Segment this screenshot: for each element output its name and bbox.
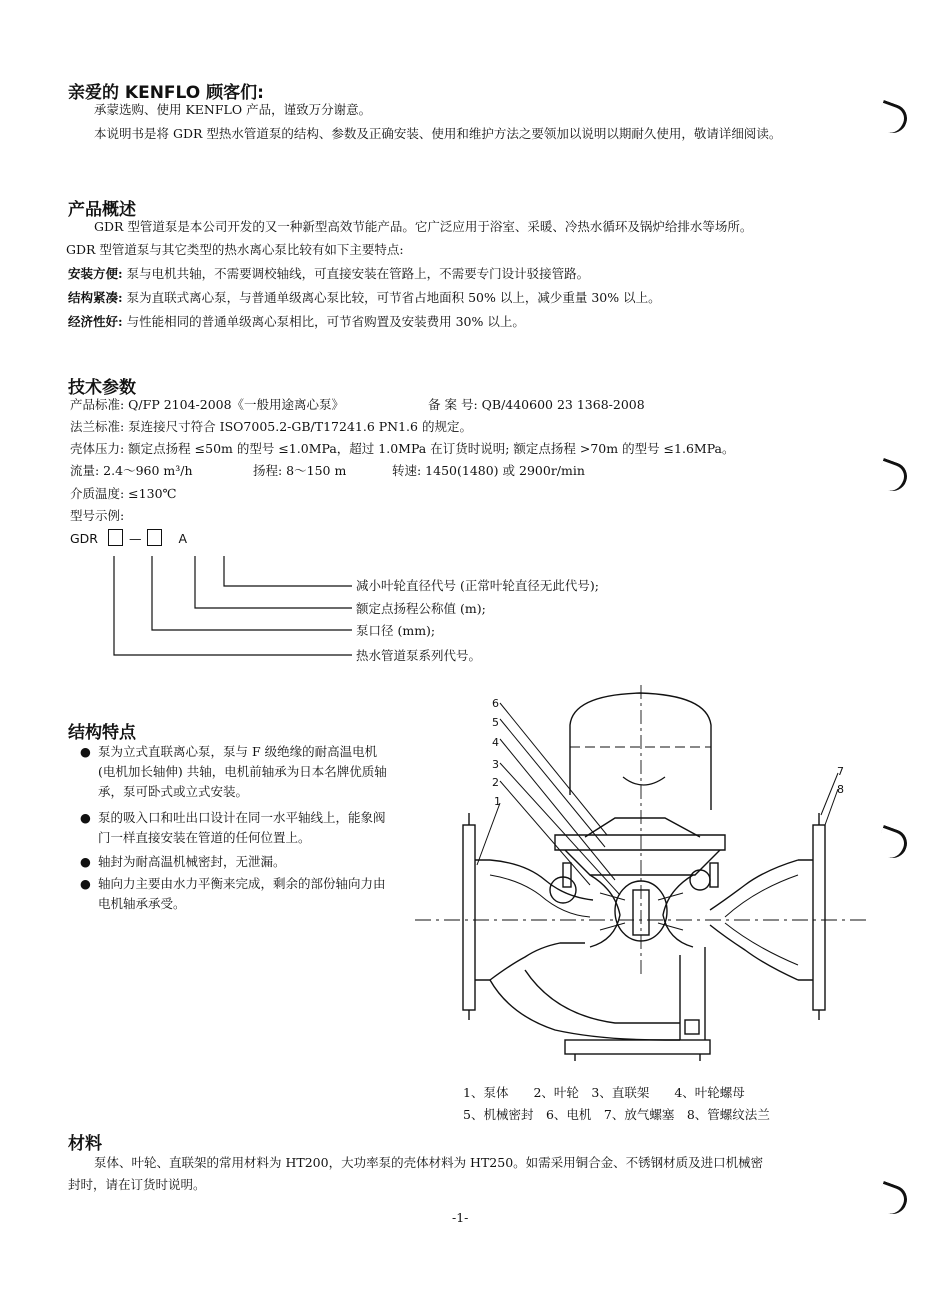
binding-hole-mark-3 [874,825,911,862]
callout-1: 1 [494,795,501,808]
model-prefix: GDR [70,531,98,546]
tech-head: 扬程: 8～150 m [253,463,347,478]
structure-title: 结构特点 [68,723,136,743]
structure-bullet-3 [80,852,286,872]
callout-3: 3 [492,758,499,771]
feature-text: 泵与电机共轴，不需要调校轴线，可直接安装在管路上，不需要专门设计驳接管路。 [126,266,590,281]
bullet-dot: ● [80,876,91,891]
materials-line-2: 封时，请在订货时说明。 [68,1177,206,1192]
callout-4: 4 [492,736,499,749]
bullet-line: 泵为立式直联离心泵，泵与 F 级绝缘的耐高温电机 [98,744,378,759]
bullet-line: 承，泵可卧式或立式安装。 [98,784,249,799]
feature-compact [68,290,661,306]
model-code [70,529,187,547]
bullet-dot: ● [80,810,91,825]
overview-paragraph-1: GDR 型管道泵是本公司开发的又一种新型高效节能产品。它广泛应用于浴室、采暖、冷热水循环及锅炉给排水等场所。 [94,219,753,234]
feature-label: 经济性好: [68,314,123,329]
model-caliber-box [108,529,123,546]
model-legend-impeller: 减小叶轮直径代号 (正常叶轮直径无此代号); [356,578,599,593]
model-legend-head: 额定点扬程公称值 (m); [356,601,486,616]
feature-text: 泵为直联式离心泵，与普通单级离心泵比较，可节省占地面积 50% 以上，减少重量 30% 以上。 [126,290,661,305]
page-number: -1- [452,1210,469,1225]
binding-hole-mark-1 [874,100,911,137]
model-suffix: A [178,531,187,546]
bullet-line: 门一样直接安装在管道的任何位置上。 [98,830,311,845]
bullet-dot: ● [80,854,91,869]
tech-flange: 法兰标准: 泵连接尺寸符合 ISO7005.2-GB/T17241.6 PN1.6 的规定。 [70,419,472,434]
structure-bullet-2 [80,808,386,848]
feature-economical [68,314,525,330]
greeting-title: 亲爱的 KENFLO 顾客们: [68,83,264,103]
callout-7: 7 [837,765,844,778]
model-example-label: 型号示例: [70,508,125,523]
tech-speed: 转速: 1450(1480) 或 2900r/min [392,463,585,478]
model-dash: — [128,531,142,546]
callout-8: 8 [837,783,844,796]
materials-line-1: 泵体、叶轮、直联架的常用材料为 HT200，大功率泵的壳体材料为 HT250。如需采用铜合金、不锈钢材质及进口机械密 [94,1155,764,1170]
callout-5: 5 [492,716,499,729]
callout-2: 2 [492,776,499,789]
structure-bullet-1 [80,742,387,802]
tech-temperature: 介质温度: ≤130℃ [70,486,177,501]
feature-text: 与性能相同的普通单级离心泵相比，可节省购置及安装费用 30% 以上。 [126,314,525,329]
structure-bullet-4 [80,874,386,914]
bullet-line: 泵的吸入口和吐出口设计在同一水平轴线上，能象阀 [98,810,386,825]
greeting-line-2: 本说明书是将 GDR 型热水管道泵的结构、参数及正确安装、使用和维护方法之要领加以说明以期耐久使用，敬请详细阅读。 [94,126,782,141]
overview-paragraph-2: GDR 型管道泵与其它类型的热水离心泵比较有如下主要特点: [66,242,404,257]
bullet-dot: ● [80,744,91,759]
greeting-line-1: 承蒙选购、使用 KENFLO 产品，谨致万分谢意。 [94,102,372,117]
model-legend-series: 热水管道泵系列代号。 [356,648,482,663]
feature-label: 结构紧凑: [68,290,123,305]
materials-title: 材料 [68,1134,102,1154]
tech-flow: 流量: 2.4～960 m³/h [70,463,193,478]
binding-hole-mark-2 [874,458,911,495]
model-legend-caliber: 泵口径 (mm); [356,623,436,638]
binding-hole-mark-4 [874,1181,911,1218]
tech-pressure: 壳体压力: 额定点扬程 ≤50m 的型号 ≤1.0MPa，超过 1.0MPa 在订货时说明; 额定点扬程 >70m 的型号 ≤1.6MPa。 [70,441,735,456]
pump-cross-section-drawing [415,685,875,1080]
parts-legend-row-2: 5、机械密封 6、电机 7、放气螺塞 8、管螺纹法兰 [463,1107,770,1122]
bullet-line: 电机轴承承受。 [98,896,186,911]
bullet-line: 轴向力主要由水力平衡来完成，剩余的部份轴向力由 [98,876,386,891]
callout-6: 6 [492,697,499,710]
model-head-box [147,529,162,546]
tech-standard: 产品标准: Q/FP 2104-2008《一般用途离心泵》 [70,397,345,412]
bullet-line: 轴封为耐高温机械密封，无泄漏。 [98,854,286,869]
feature-label: 安装方便: [68,266,123,281]
feature-easy-install [68,266,589,282]
tech-title: 技术参数 [68,378,136,398]
tech-filing: 备 案 号: QB/440600 23 1368-2008 [428,397,645,412]
overview-title: 产品概述 [68,200,136,220]
bullet-line: (电机加长轴伸) 共轴，电机前轴承为日本名牌优质轴 [98,764,387,779]
parts-legend-row-1: 1、泵体 2、叶轮 3、直联架 4、叶轮螺母 [463,1085,745,1100]
